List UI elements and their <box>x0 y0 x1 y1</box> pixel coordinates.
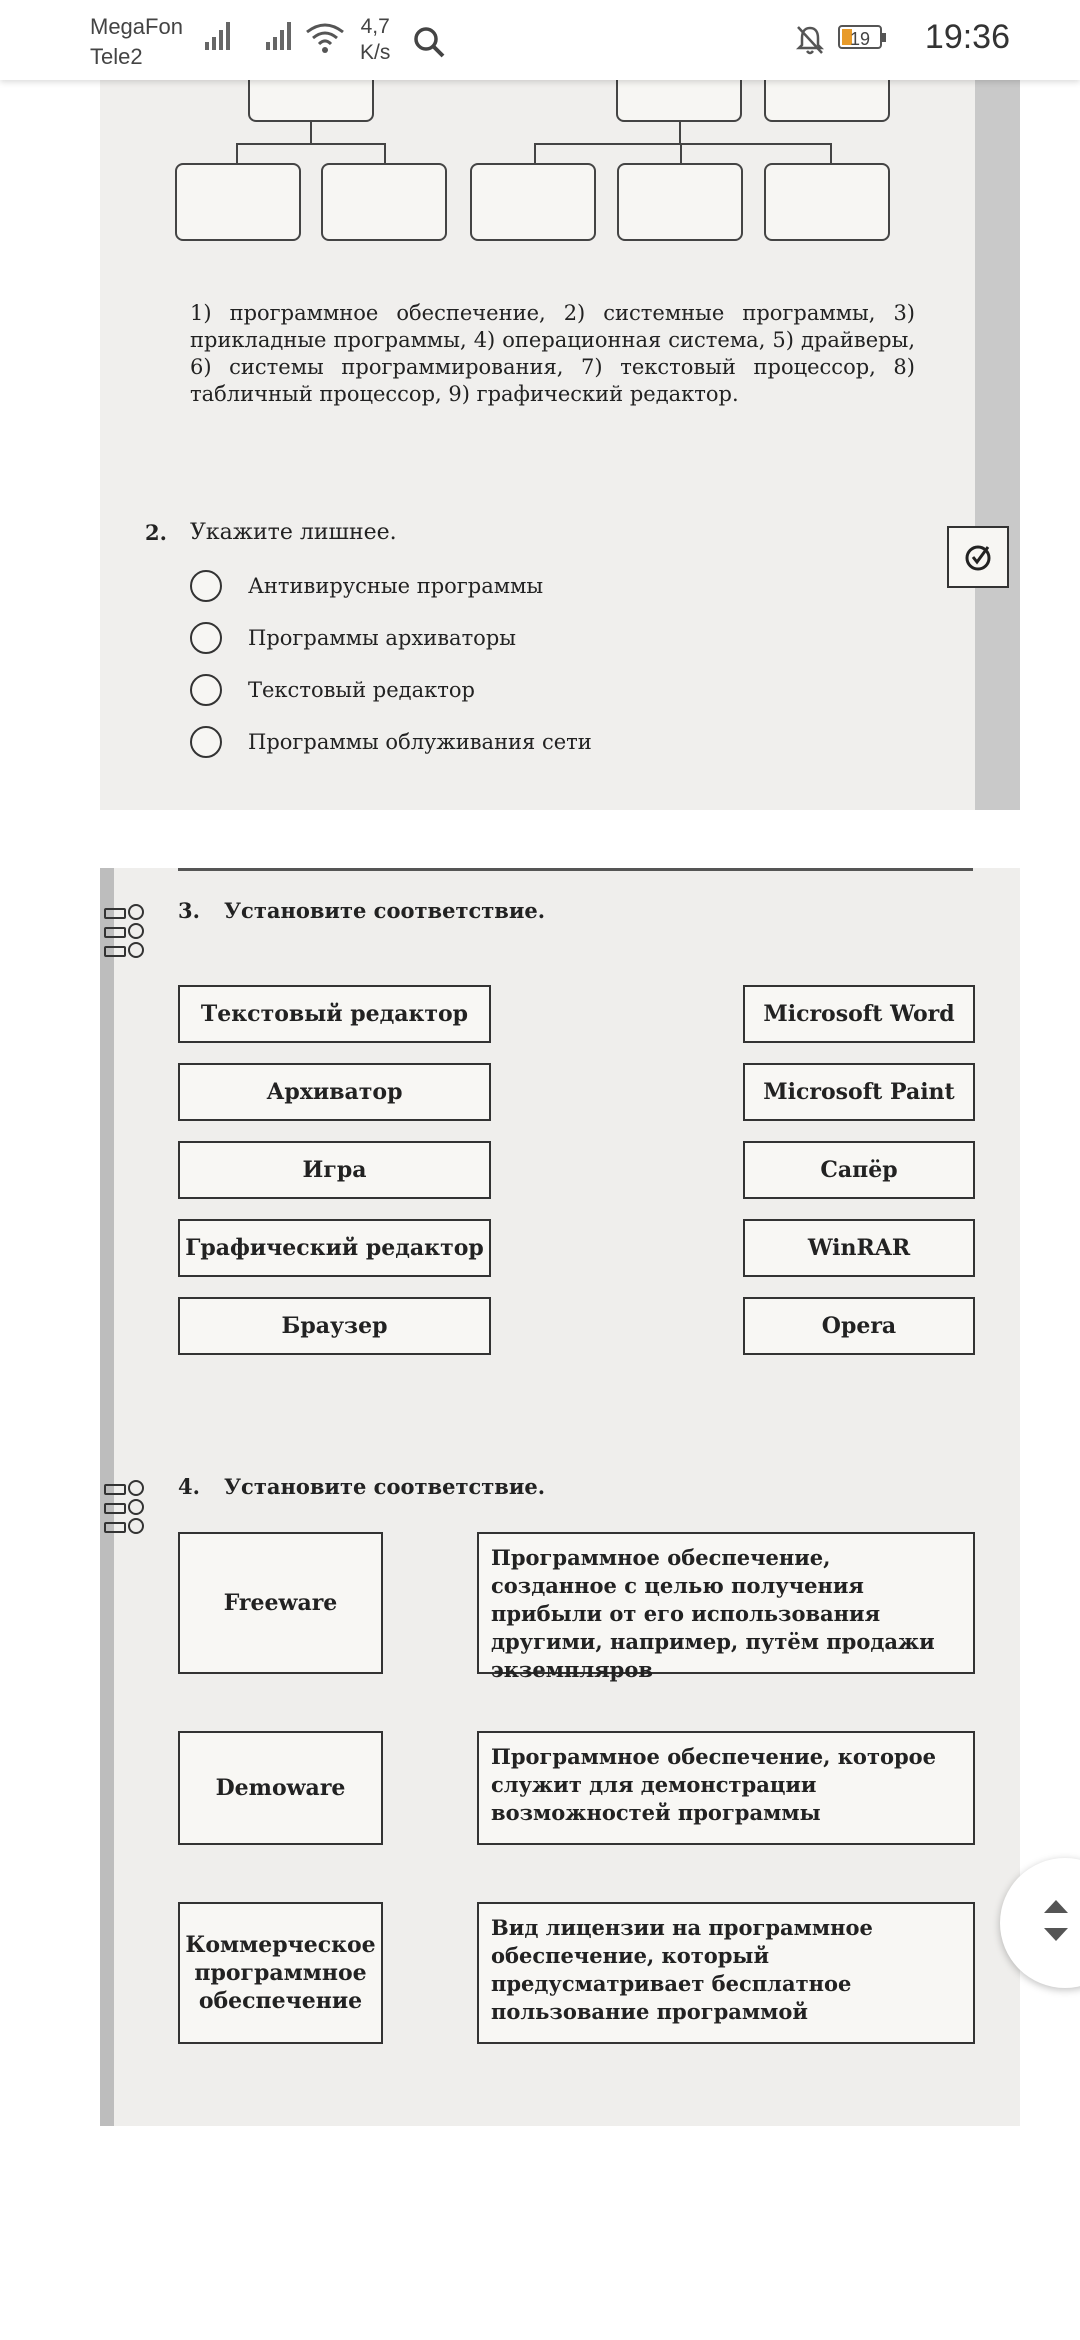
tree-connector <box>310 122 312 144</box>
radio-button[interactable] <box>190 570 222 602</box>
task4-right-2[interactable]: Программное обеспечение, которое служит для демонстрации возможностей программы <box>477 1731 975 1845</box>
carrier-names <box>90 12 183 72</box>
matching-task-icon <box>102 1478 146 1538</box>
tree-connector <box>680 143 682 165</box>
task4-left-2[interactable]: Demoware <box>178 1731 383 1845</box>
task4-left-3[interactable]: Коммерческое программное обеспечение <box>178 1902 383 2044</box>
arrow-down-icon <box>1044 1928 1068 1941</box>
battery-icon: 19 <box>838 25 882 49</box>
task3-right-4[interactable]: WinRAR <box>743 1219 975 1277</box>
task2-number: 2. <box>145 520 167 545</box>
radio-button[interactable] <box>190 622 222 654</box>
search-icon[interactable] <box>412 25 446 59</box>
task3-right-5[interactable]: Opera <box>743 1297 975 1355</box>
radio-button[interactable] <box>190 726 222 758</box>
task4-left-1[interactable]: Freeware <box>178 1532 383 1674</box>
divider <box>178 868 973 871</box>
tree-node <box>470 163 596 241</box>
check-circle-icon <box>962 541 994 573</box>
tree-node <box>175 163 301 241</box>
tree-connector <box>534 143 536 165</box>
task3-right-3[interactable]: Сапёр <box>743 1141 975 1199</box>
task3-right-2[interactable]: Microsoft Paint <box>743 1063 975 1121</box>
radio-button[interactable] <box>190 674 222 706</box>
task3-right-1[interactable]: Microsoft Word <box>743 985 975 1043</box>
page-edge-shadow <box>975 80 1020 810</box>
tree-node <box>617 163 743 241</box>
task4-right-3[interactable]: Вид лицензии на программное обеспечение, который предусматривает бесплатное пользование программой <box>477 1902 975 2044</box>
arrow-up-icon <box>1044 1900 1068 1913</box>
tree-connector <box>534 143 832 145</box>
task3-left-3[interactable]: Игра <box>178 1141 491 1199</box>
tree-connector <box>236 143 238 165</box>
tree-connector <box>679 122 681 144</box>
checkmark-badge <box>947 526 1009 588</box>
carrier-2: Tele2 <box>90 44 143 69</box>
tree-node <box>764 163 890 241</box>
wifi-icon <box>305 22 345 54</box>
task4-right-1[interactable]: Программное обеспечение, созданное с целью получения прибыли от его использования другими, например, путём продажи экземпляров <box>477 1532 975 1674</box>
mute-notifications-icon <box>795 24 825 56</box>
task4-number: 4. <box>178 1474 200 1499</box>
task4-title: Установите соответствие. <box>224 1474 546 1499</box>
task2-title: Укажите лишнее. <box>190 520 397 545</box>
tree-connector <box>236 143 386 145</box>
task3-left-2[interactable]: Архиватор <box>178 1063 491 1121</box>
task2-option-4[interactable]: Программы облуживания сети <box>190 726 592 758</box>
task3-left-1[interactable]: Текстовый редактор <box>178 985 491 1043</box>
task2-option-2[interactable]: Программы архиваторы <box>190 622 516 654</box>
matching-task-icon <box>102 902 146 962</box>
task3-title: Установите соответствие. <box>224 898 546 923</box>
status-bar <box>0 0 1080 80</box>
task3-left-5[interactable]: Браузер <box>178 1297 491 1355</box>
task3-left-4[interactable]: Графический редактор <box>178 1219 491 1277</box>
task3-number: 3. <box>178 898 200 923</box>
network-speed: 4,7 K/s <box>360 15 391 64</box>
carrier-1: MegaFon <box>90 14 183 39</box>
tree-connector <box>830 143 832 165</box>
clock: 19:36 <box>924 18 1010 56</box>
tree-node <box>321 163 447 241</box>
task2-option-3[interactable]: Текстовый редактор <box>190 674 475 706</box>
task1-answer-options: 1) программное обеспечение, 2) системные программы, 3) прикладные программы, 4) операционная система, 5) драйверы, 6) системы программирования, 7) текстовый процессор, 8) табличный процессор, 9) графический редактор. <box>190 301 915 406</box>
tree-connector <box>384 143 386 165</box>
task2-option-1[interactable]: Антивирусные программы <box>190 570 543 602</box>
